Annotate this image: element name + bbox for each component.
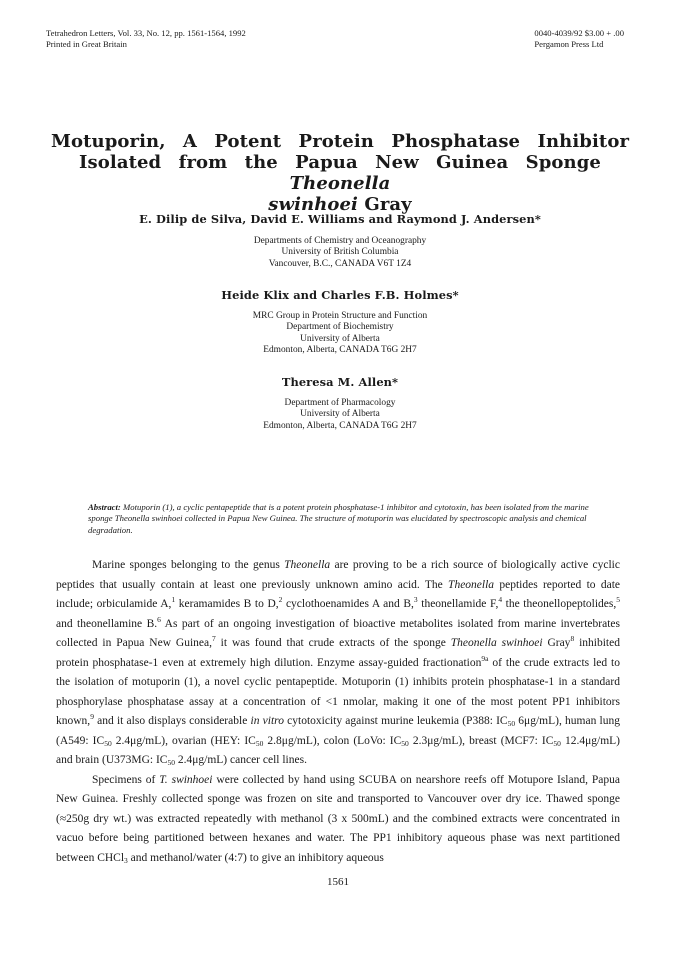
- title-line-1: Motuporin, A Potent Protein Phosphatase Inhibitor: [50, 131, 630, 152]
- text-span: 2.3μg/mL), breast (MCF7: IC: [408, 734, 554, 747]
- page-number: 1561: [327, 876, 349, 888]
- reference-mark: 4: [498, 595, 503, 604]
- issn-block: [534, 28, 624, 50]
- affiliation-line: Edmonton, Alberta, CANADA T6G 2H7: [263, 345, 417, 356]
- reference-mark: 9a: [481, 653, 489, 663]
- paragraph-1: [56, 556, 620, 771]
- species-name: T. swinhoei: [159, 773, 213, 786]
- abstract-label: Abstract:: [88, 502, 121, 512]
- affiliation-line: Departments of Chemistry and Oceanography: [253, 236, 427, 246]
- text-span: it was found that crude extracts of the sponge: [215, 637, 451, 649]
- issn-price-line: 0040-4039/92 $3.00 + .00: [534, 28, 624, 38]
- subscript: 50: [507, 719, 516, 728]
- text-span: and methanol/water (4:7) to give an inhibitory aqueous: [127, 851, 384, 864]
- author-names-3: Theresa M. Allen*: [281, 375, 399, 389]
- subscript: 50: [167, 758, 175, 767]
- printed-in-line: Printed in Great Britain: [46, 39, 127, 49]
- affiliation-line: Edmonton, Alberta, CANADA T6G 2H7: [263, 420, 417, 431]
- text-span: and theonellamine B.: [56, 617, 158, 630]
- affiliation-line: MRC Group in Protein Structure and Function: [252, 311, 428, 321]
- paragraph-2: [56, 771, 620, 869]
- genus-name: Theonella: [448, 578, 495, 591]
- title-line-2-text: Isolated from the Papua New Guinea Sponge: [79, 152, 601, 173]
- text-span: 12.4μg/mL) and brain (U373MG: IC: [56, 734, 621, 766]
- author-names-1: E. Dilip de Silva, David E. Williams and Raymond J. Andersen*: [139, 212, 541, 226]
- reference-mark: 5: [616, 595, 620, 604]
- species-name: Theonella swinhoei: [450, 637, 543, 649]
- text-span: 2.8μg/mL), colon (LoVo: IC: [263, 734, 402, 747]
- affiliation-line: Department of Pharmacology: [284, 398, 396, 408]
- text-span: As part of an ongoing investigation of bioactive metabolites isolated from marine invertebrates collected in Papua New Guinea,: [56, 617, 620, 649]
- body-text: [56, 556, 620, 868]
- journal-citation: [46, 28, 246, 50]
- author-names-2: Heide Klix and Charles F.B. Holmes*: [221, 288, 459, 302]
- title-line-2: [40, 152, 640, 194]
- text-span: Marine sponges belonging to the genus: [92, 559, 285, 571]
- text-span: 6μg/mL), human lung (A549: IC: [56, 715, 620, 747]
- reference-mark: 6: [157, 614, 161, 624]
- latin-term: in vitro: [250, 715, 284, 727]
- subscript: 50: [553, 738, 561, 748]
- text-span: theonellamide F,: [417, 598, 499, 610]
- text-span: were collected by hand using SCUBA on nearshore reefs off Motupore Island, Papua New Guinea. Freshly collected sponge was frozen on site and transported to Vancouver over dry ice. Thawed sponge (≈250g dry wt.) was extracted repeatedly with methanol (3 x 500mL) and the combined extracts were concentrated in vacuo before being partitioned between hexanes and water. The PP1 inhibitory aqueous phase was next partitioned between CHCl: [56, 773, 620, 864]
- affiliation-2: [40, 311, 640, 357]
- text-span: and it also displays considerable: [93, 715, 251, 727]
- reference-mark: 9: [90, 712, 94, 721]
- title-species: swinhoei: [268, 194, 358, 215]
- affiliation-line: University of Alberta: [300, 409, 380, 420]
- text-span: cyclothoenamides A and B,: [282, 598, 414, 610]
- journal-citation-line: Tetrahedron Letters, Vol. 33, No. 12, pp. 1561-1564, 1992: [46, 28, 246, 38]
- title-genus: Theonella: [289, 173, 391, 194]
- subscript: 50: [401, 738, 409, 748]
- affiliation-line: Department of Biochemistry: [286, 322, 394, 333]
- genus-name: Theonella: [284, 559, 331, 571]
- text-span: of the crude extracts led to the isolation of motuporin (1), a novel cyclic pentapeptide. Motuporin (1) inhibits protein phosphatase-1 in a standard phosphorylase phosphatase assay at a concentration of <1 nmolar, making it one of the most potent PP1 inhibitors known,: [56, 656, 620, 727]
- text-span: 2.4μg/mL), ovarian (HEY: IC: [111, 734, 256, 747]
- reference-mark: 1: [171, 595, 176, 604]
- text-span: Gray: [542, 637, 571, 649]
- text-span: Specimens of: [92, 773, 160, 786]
- reference-mark: 8: [570, 634, 575, 643]
- reference-mark: 7: [212, 634, 216, 643]
- text-span: the theonellopeptolides,: [502, 598, 617, 610]
- text-span: cytotoxicity against murine leukemia (P388: IC: [283, 715, 508, 727]
- text-span: 2.4μg/mL) cancer cell lines.: [174, 754, 307, 766]
- abstract: [88, 502, 596, 536]
- reference-mark: 2: [278, 595, 283, 604]
- abstract-text: Motuporin (1), a cyclic pentapeptide that is a potent protein phosphatase-1 inhibitor and cytotoxin, has been isolated from the marine sponge Theonella swinhoei collected in Papua New Guinea. The structure of motuporin was elucidated by spectroscopic analysis and chemical degradation.: [88, 502, 589, 535]
- subscript: 50: [104, 738, 112, 748]
- text-span: keramamides B to D,: [175, 598, 279, 610]
- affiliation-1: [40, 236, 640, 270]
- affiliation-line: Vancouver, B.C., CANADA V6T 1Z4: [268, 258, 412, 269]
- text-span: are proving to be a rich source of biologically active cyclic peptides that usually contain at least one previously unknown amino acid. The: [56, 559, 620, 591]
- affiliation-line: University of British Columbia: [281, 247, 399, 258]
- text-span: inhibited protein phosphatase-1 even at extremely high dilution. Enzyme assay-guided fractionation: [56, 637, 620, 669]
- affiliation-line: University of Alberta: [300, 333, 380, 344]
- title-authority: Gray: [358, 194, 412, 215]
- paper-title: [40, 131, 640, 215]
- subscript: 3: [124, 855, 128, 865]
- reference-mark: 3: [413, 595, 418, 604]
- affiliation-3: [40, 398, 640, 432]
- subscript: 50: [255, 738, 264, 748]
- publisher-line: Pergamon Press Ltd: [534, 39, 604, 49]
- text-span: peptides reported to date include; orbiculamide A,: [56, 578, 620, 610]
